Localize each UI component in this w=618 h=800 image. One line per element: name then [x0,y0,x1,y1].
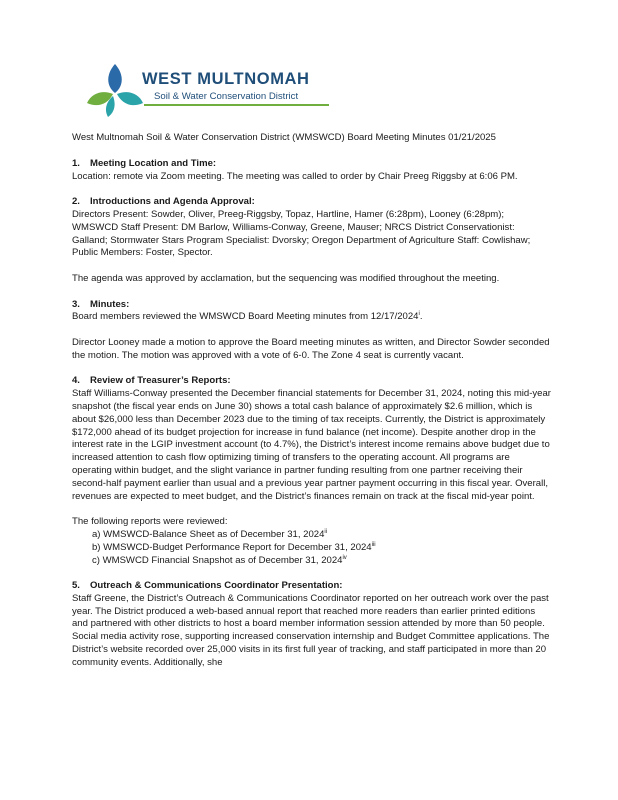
logo-divider [144,104,329,106]
reports-list [92,529,552,567]
district-logo [84,60,324,122]
minutes-review-paragraph: Board members reviewed the WMSWCD Board Meeting minutes from 12/17/2024$^i$. [72,311,423,323]
document-title: West Multnomah Soil & Water Conservation District (WMSWCD) Board Meeting Minutes 01/21/2025 [72,132,496,143]
endnote-marker[interactable]: i [418,311,420,318]
leaf-logo-icon [84,60,146,120]
logo-subtitle: Soil & Water Conservation District [154,91,299,102]
section-heading-treasurer: 4. Review of Treasurer’s Reports: [72,375,231,387]
list-item: a) WMSWCD-Balance Sheet as of December 31, 2024$^{ii}$ [92,528,328,540]
section-heading-minutes: 3. Minutes: [72,298,130,310]
agenda-approval-paragraph: The agenda was approved by acclamation, but the sequencing was modified throughout the meeting. [72,272,500,284]
endnote-marker[interactable]: iv [342,554,347,561]
endnote-marker[interactable]: ii [324,528,328,535]
attendance-paragraph: Directors Present: Sowder, Oliver, Preeg-Riggsby, Topaz, Hartline, Hamer (6:28pm), Looney (6:28pm); WMSWCD Staff Present: DM Barlow, Williams-Conway, Greene, Mauser; NRCS District Conservationist: Galland; Stormwater Stars Program Specialist: Dvorsky; Oregon Department of Agriculture Staff: Cowlishaw; Public Members: Foster, Spector. [72,208,531,259]
section-heading-meeting-location: 1. Meeting Location and Time: [72,157,217,169]
minutes-motion-paragraph: Director Looney made a motion to approve the Board meeting minutes as written, and Director Sowder seconded the motion. The motion was approved with a vote of 6-0. The Zone 4 seat is currently vacant. [72,336,550,361]
section-text-meeting-location: Location: remote via Zoom meeting. The meeting was called to order by Chair Preeg Riggsby at 6:06 PM. [72,170,518,182]
list-item: c) WMSWCD Financial Snapshot as of December 31, 2024$^{iv}$ [92,554,347,566]
logo-title: WEST MULTNOMAH [142,70,310,88]
section-heading-introductions: 2. Introductions and Agenda Approval: [72,196,255,208]
minutes-body [72,132,552,670]
endnote-marker[interactable]: iii [371,541,376,548]
treasurer-report-paragraph: Staff Williams-Conway presented the December financial statements for December 31, 2024, noting this mid-year snapshot (the fiscal year ends on June 30) shows a total cash balance of approximately $2.6 million, which is about $26,000 less than December 2023 due to the timing of tax receipts. Currently, the District is approximately $172,000 ahead of its budget projection for increase in fund balance (net income). Despite another drop in the interest rate in the LGIP investment account (to 4.7%), the District’s interest income remains above budget due to increased attention to cash flow optimizing timing of transfers to the operating account. All programs are operating within budget, and the slight variance in partner funding resulting from one partner receiving their second-half payment earlier than usual and a previous year partner payment occurring in this fiscal year. Overall, revenues are expected to meet budget, and the District’s finances remain on track at the fiscal mid-year point. [72,388,551,502]
section-heading-outreach: 5. Outreach & Communications Coordinator Presentation: [72,580,343,592]
outreach-paragraph: Staff Greene, the District’s Outreach & Communications Coordinator reported on her outreach work over the past year. The District produced a web-based annual report that reached more readers than earlier printed editions and partnered with other districts to host a board member information session attended by more than 50 people. Social media activity rose, supporting increased conservation internship and Budget Committee applications. The District’s website recorded over 25,000 visits in its first full year of tracking, and staff participated in more than 20 community events. Additionally, she [72,592,550,668]
reports-reviewed-intro: The following reports were reviewed: [72,516,228,528]
list-item: b) WMSWCD-Budget Performance Report for December 31, 2024$^{iii}$ [92,541,376,553]
